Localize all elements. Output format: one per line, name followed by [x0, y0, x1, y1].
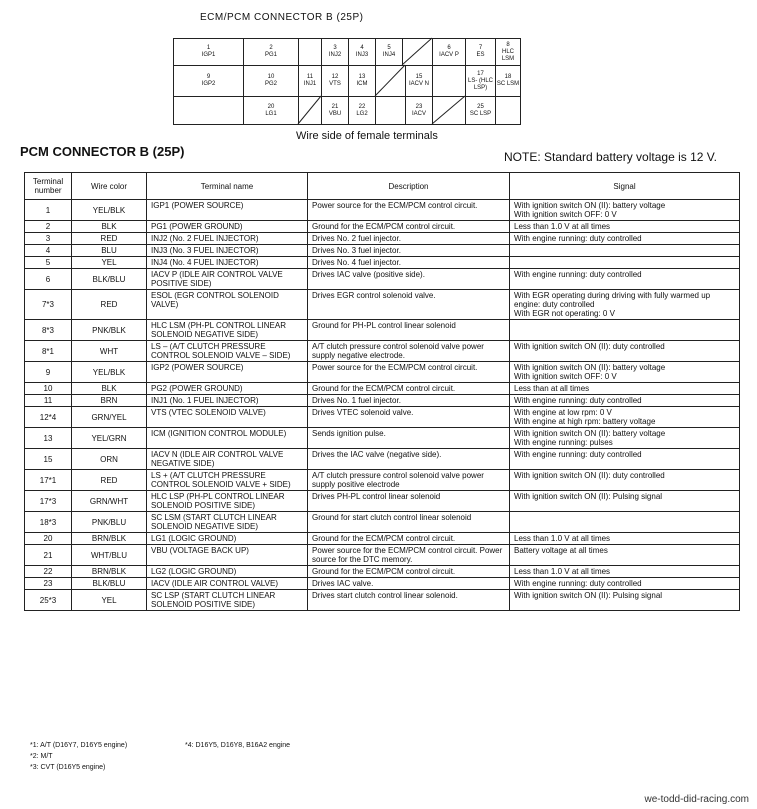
table-row — [25, 578, 740, 590]
table-row — [25, 545, 740, 566]
terminal-number-cell: 21 — [25, 545, 72, 566]
description-cell: Power source for the ECM/PCM control circuit. Power source for the DTC memory. — [308, 545, 510, 566]
table-row — [25, 233, 740, 245]
terminal-name-cell: IACV P (IDLE AIR CONTROL VALVE POSITIVE SIDE) — [147, 269, 308, 290]
connector-pin-number: 2 — [269, 45, 273, 51]
signal-cell — [510, 320, 740, 341]
signal-cell: With engine running: duty controlled — [510, 578, 740, 590]
signal-cell: With engine running: duty controlled — [510, 233, 740, 245]
description-cell: Drives the IAC valve (negative side). — [308, 449, 510, 470]
table-title: PCM CONNECTOR B (25P) — [20, 144, 185, 159]
signal-cell: With engine running: duty controlled — [510, 449, 740, 470]
terminal-name-cell: ESOL (EGR CONTROL SOLENOID VALVE) — [147, 290, 308, 320]
connector-pin-number: 8 — [506, 41, 510, 48]
connector-pin-label: SC LSM — [496, 81, 520, 87]
signal-cell: Less than 1.0 V at all times — [510, 533, 740, 545]
terminal-name-cell: HLC LSP (PH-PL CONTROL LINEAR SOLENOID POSITIVE SIDE) — [147, 491, 308, 512]
terminal-name-cell: LS – (A/T CLUTCH PRESSURE CONTROL SOLENOID VALVE – SIDE) — [147, 341, 308, 362]
header-description: Description — [308, 173, 510, 200]
wire-color-cell: RED — [72, 470, 147, 491]
wire-color-cell: BRN — [72, 395, 147, 407]
wire-color-cell: WHT — [72, 341, 147, 362]
signal-cell: Battery voltage at all times — [510, 545, 740, 566]
connector-pin-number: 11 — [306, 74, 314, 80]
wire-color-cell: GRN/YEL — [72, 407, 147, 428]
wire-color-cell: BLK — [72, 221, 147, 233]
connector-pin-label: IACV N — [408, 81, 429, 87]
watermark: we-todd-did-racing.com — [644, 794, 749, 805]
wire-color-cell: BLK — [72, 383, 147, 395]
terminal-name-cell: INJ1 (No. 1 FUEL INJECTOR) — [147, 395, 308, 407]
wire-color-cell: BLK/BLU — [72, 578, 147, 590]
footnote: *2: M/T — [30, 753, 53, 760]
connector-pin-label: ES — [476, 52, 485, 58]
description-cell: Drives VTEC solenoid valve. — [308, 407, 510, 428]
signal-cell: With ignition switch ON (II): battery voltage With engine running: pulses — [510, 428, 740, 449]
connector-pin-label: ICM — [356, 81, 368, 87]
terminal-number-cell: 2 — [25, 221, 72, 233]
connector-pin-label: INJ4 — [382, 52, 396, 58]
table-row — [25, 257, 740, 269]
pin-table — [24, 172, 740, 611]
connector-pin-number: 21 — [331, 103, 339, 110]
terminal-name-cell: SC LSP (START CLUTCH LINEAR SOLENOID POSITIVE SIDE) — [147, 590, 308, 611]
terminal-number-cell: 5 — [25, 257, 72, 269]
terminal-name-cell: LG2 (LOGIC GROUND) — [147, 566, 308, 578]
connector-pin-number: 6 — [447, 45, 451, 51]
connector-pin-number: 20 — [267, 103, 275, 110]
table-row — [25, 491, 740, 512]
unused-cavity-slash — [432, 96, 465, 124]
connector-pin-number: 23 — [415, 103, 423, 110]
terminal-name-cell: IGP1 (POWER SOURCE) — [147, 200, 308, 221]
wire-color-cell: PNK/BLK — [72, 320, 147, 341]
wire-color-cell: RED — [72, 233, 147, 245]
connector-pin-label: LG2 — [356, 110, 368, 117]
terminal-number-cell: 4 — [25, 245, 72, 257]
terminal-number-cell: 6 — [25, 269, 72, 290]
connector-pin-label: IGP2 — [201, 81, 216, 87]
terminal-name-cell: LS + (A/T CLUTCH PRESSURE CONTROL SOLENOID VALVE + SIDE) — [147, 470, 308, 491]
description-cell: Drives IAC valve. — [308, 578, 510, 590]
signal-cell — [510, 257, 740, 269]
terminal-number-cell: 13 — [25, 428, 72, 449]
terminal-name-cell: VBU (VOLTAGE BACK UP) — [147, 545, 308, 566]
terminal-name-cell: LG1 (LOGIC GROUND) — [147, 533, 308, 545]
signal-cell: With ignition switch ON (II): Pulsing signal — [510, 590, 740, 611]
terminal-name-cell: INJ3 (No. 3 FUEL INJECTOR) — [147, 245, 308, 257]
connector-pin-number: 22 — [358, 103, 366, 110]
signal-cell: With ignition switch ON (II): duty controlled — [510, 341, 740, 362]
connector-caption: Wire side of female terminals — [296, 130, 438, 142]
terminal-name-cell: VTS (VTEC SOLENOID VALVE) — [147, 407, 308, 428]
terminal-number-cell: 15 — [25, 449, 72, 470]
table-row — [25, 245, 740, 257]
table-row — [25, 269, 740, 290]
connector-pin-label: LG1 — [265, 110, 277, 117]
description-cell: Sends ignition pulse. — [308, 428, 510, 449]
unused-cavity-slash — [402, 38, 432, 65]
footnote: *4: D16Y5, D16Y8, B16A2 engine — [185, 742, 291, 749]
description-cell: Ground for the ECM/PCM control circuit. — [308, 383, 510, 395]
connector-pin-label: HLC LSM — [501, 48, 515, 62]
connector-pin-number: 10 — [267, 74, 275, 80]
signal-cell: With ignition switch ON (II): duty controlled — [510, 470, 740, 491]
description-cell: Ground for the ECM/PCM control circuit. — [308, 221, 510, 233]
table-row — [25, 290, 740, 320]
terminal-number-cell: 7*3 — [25, 290, 72, 320]
unused-cavity-slash — [375, 65, 405, 96]
table-header-row — [25, 173, 740, 200]
terminal-number-cell: 17*3 — [25, 491, 72, 512]
table-row — [25, 362, 740, 383]
description-cell: Ground for start clutch control linear solenoid — [308, 512, 510, 533]
terminal-number-cell: 22 — [25, 566, 72, 578]
wire-color-cell: BRN/BLK — [72, 566, 147, 578]
table-row — [25, 470, 740, 491]
signal-cell: With engine running: duty controlled — [510, 269, 740, 290]
terminal-name-cell: SC LSM (START CLUTCH LINEAR SOLENOID NEGATIVE SIDE) — [147, 512, 308, 533]
terminal-number-cell: 3 — [25, 233, 72, 245]
description-cell: Drives IAC valve (positive side). — [308, 269, 510, 290]
terminal-number-cell: 11 — [25, 395, 72, 407]
wire-color-cell: GRN/WHT — [72, 491, 147, 512]
connector-pin-label: LS- (HLC LSP) — [467, 77, 493, 91]
terminal-number-cell: 25*3 — [25, 590, 72, 611]
signal-cell: With ignition switch ON (II): Pulsing signal — [510, 491, 740, 512]
wire-color-cell: RED — [72, 290, 147, 320]
connector-pin-number: 7 — [478, 45, 483, 51]
signal-cell — [510, 512, 740, 533]
table-row — [25, 221, 740, 233]
signal-cell: Less than 1.0 V at all times — [510, 221, 740, 233]
description-cell: Ground for the ECM/PCM control circuit. — [308, 533, 510, 545]
connector-pin-label: VTS — [329, 81, 341, 87]
description-cell: Ground for the ECM/PCM control circuit. — [308, 566, 510, 578]
wire-color-cell: YEL/BLK — [72, 362, 147, 383]
table-row — [25, 428, 740, 449]
terminal-name-cell: IACV (IDLE AIR CONTROL VALVE) — [147, 578, 308, 590]
header-terminal-name: Terminal name — [147, 173, 308, 200]
table-row — [25, 383, 740, 395]
table-row — [25, 449, 740, 470]
table-row — [25, 200, 740, 221]
wire-color-cell: YEL — [72, 257, 147, 269]
table-row — [25, 566, 740, 578]
signal-cell: With engine at low rpm: 0 V With engine at high rpm: battery voltage — [510, 407, 740, 428]
description-cell: Drives No. 2 fuel injector. — [308, 233, 510, 245]
header-signal: Signal — [510, 173, 740, 200]
connector-pin-number: 4 — [360, 45, 364, 51]
description-cell: Drives EGR control solenoid valve. — [308, 290, 510, 320]
connector-pin-label: SC LSP — [469, 110, 492, 117]
connector-pin-number: 12 — [331, 74, 339, 80]
footnote: *1: A/T (D16Y7, D16Y5 engine) — [30, 742, 128, 749]
connector-pin-label: IGP1 — [201, 52, 216, 58]
footnote: *3: CVT (D16Y5 engine) — [30, 764, 106, 771]
description-cell: Drives PH-PL control linear solenoid — [308, 491, 510, 512]
connector-pin-label: INJ1 — [303, 81, 317, 87]
connector-pin-number: 3 — [333, 45, 337, 51]
terminal-name-cell: ICM (IGNITION CONTROL MODULE) — [147, 428, 308, 449]
connector-pin-label: VBU — [328, 110, 342, 117]
wire-color-cell: BRN/BLK — [72, 533, 147, 545]
description-cell: Drives No. 4 fuel injector. — [308, 257, 510, 269]
terminal-number-cell: 8*3 — [25, 320, 72, 341]
signal-cell — [510, 245, 740, 257]
connector-pin-number: 9 — [206, 74, 211, 80]
table-row — [25, 590, 740, 611]
table-row — [25, 341, 740, 362]
table-row — [25, 407, 740, 428]
wire-color-cell: PNK/BLU — [72, 512, 147, 533]
terminal-name-cell: INJ2 (No. 2 FUEL INJECTOR) — [147, 233, 308, 245]
description-cell: Drives No. 1 fuel injector. — [308, 395, 510, 407]
wire-color-cell: BLK/BLU — [72, 269, 147, 290]
connector-pin-number: 15 — [415, 74, 423, 80]
terminal-number-cell: 9 — [25, 362, 72, 383]
connector-pin-number: 18 — [504, 74, 512, 80]
terminal-number-cell: 23 — [25, 578, 72, 590]
connector-pin-label: PG2 — [264, 81, 277, 87]
terminal-name-cell: IACV N (IDLE AIR CONTROL VALVE NEGATIVE SIDE) — [147, 449, 308, 470]
connector-pin-label: INJ3 — [355, 52, 369, 58]
description-cell: Power source for the ECM/PCM control circuit. — [308, 362, 510, 383]
connector-pin-label: PG1 — [264, 52, 277, 58]
signal-cell: Less than 1.0 V at all times — [510, 566, 740, 578]
connector-diagram-title: ECM/PCM CONNECTOR B (25P) — [200, 12, 364, 23]
connector-pin-number: 5 — [387, 45, 391, 51]
unused-cavity-slash — [298, 96, 321, 124]
connector-pin-number: 25 — [477, 103, 484, 110]
description-cell: A/T clutch pressure control solenoid valve power supply negative electrode. — [308, 341, 510, 362]
terminal-name-cell: HLC LSM (PH-PL CONTROL LINEAR SOLENOID NEGATIVE SIDE) — [147, 320, 308, 341]
signal-cell: With ignition switch ON (II): battery voltage With ignition switch OFF: 0 V — [510, 362, 740, 383]
table-row — [25, 395, 740, 407]
signal-cell: With EGR operating during driving with fully warmed up engine: duty controlled With EGR not operating: 0 V — [510, 290, 740, 320]
connector-pin-label: IACV P — [439, 52, 459, 58]
wire-color-cell: YEL/BLK — [72, 200, 147, 221]
wire-color-cell: YEL — [72, 590, 147, 611]
terminal-name-cell: PG2 (POWER GROUND) — [147, 383, 308, 395]
voltage-note: NOTE: Standard battery voltage is 12 V. — [504, 150, 718, 164]
terminal-name-cell: INJ4 (No. 4 FUEL INJECTOR) — [147, 257, 308, 269]
terminal-number-cell: 10 — [25, 383, 72, 395]
description-cell: Drives start clutch control linear solenoid. — [308, 590, 510, 611]
header-terminal-number: Terminal number — [25, 173, 72, 200]
table-row — [25, 320, 740, 341]
connector-pin-number: 13 — [358, 74, 366, 80]
signal-cell: With engine running: duty controlled — [510, 395, 740, 407]
unused-cavity-marks — [0, 0, 757, 140]
terminal-number-cell: 20 — [25, 533, 72, 545]
signal-cell: Less than at all times — [510, 383, 740, 395]
connector-pin-label: IACV — [411, 110, 426, 117]
wire-color-cell: ORN — [72, 449, 147, 470]
connector-pin-number: 17 — [477, 70, 484, 77]
header-wire-color: Wire color — [72, 173, 147, 200]
description-cell: Power source for the ECM/PCM control circuit. — [308, 200, 510, 221]
connector-pin-number: 1 — [206, 45, 211, 51]
wire-color-cell: YEL/GRN — [72, 428, 147, 449]
table-row — [25, 512, 740, 533]
terminal-number-cell: 12*4 — [25, 407, 72, 428]
description-cell: A/T clutch pressure control solenoid valve power supply positive electrode — [308, 470, 510, 491]
connector-pin-label: INJ2 — [328, 52, 342, 58]
terminal-name-cell: PG1 (POWER GROUND) — [147, 221, 308, 233]
description-cell: Ground for PH-PL control linear solenoid — [308, 320, 510, 341]
table-row — [25, 533, 740, 545]
terminal-number-cell: 17*1 — [25, 470, 72, 491]
wire-color-cell: BLU — [72, 245, 147, 257]
terminal-number-cell: 18*3 — [25, 512, 72, 533]
signal-cell: With ignition switch ON (II): battery voltage With ignition switch OFF: 0 V — [510, 200, 740, 221]
terminal-number-cell: 8*1 — [25, 341, 72, 362]
terminal-number-cell: 1 — [25, 200, 72, 221]
description-cell: Drives No. 3 fuel injector. — [308, 245, 510, 257]
terminal-name-cell: IGP2 (POWER SOURCE) — [147, 362, 308, 383]
wire-color-cell: WHT/BLU — [72, 545, 147, 566]
